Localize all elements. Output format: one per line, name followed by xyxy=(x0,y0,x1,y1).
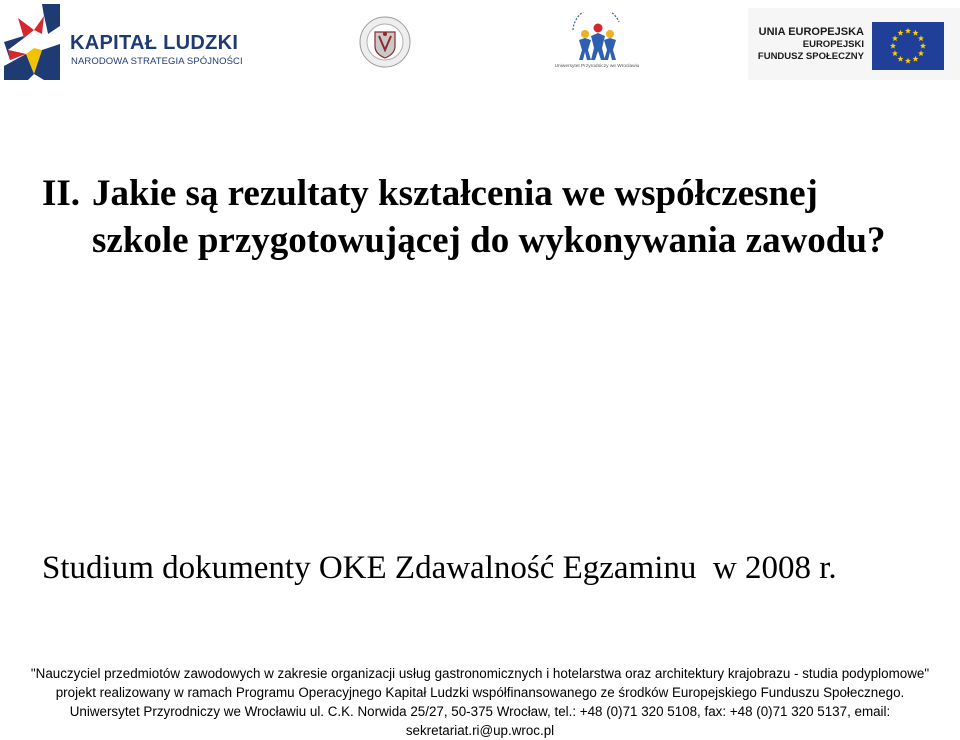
eu-social-fund-logo xyxy=(748,8,960,80)
kapital-ludzki-logo xyxy=(4,4,249,80)
slide-title xyxy=(42,170,942,264)
eu-logo-line3: FUNDUSZ SPOŁECZNY xyxy=(757,51,864,62)
nauczyciel-project-logo xyxy=(553,12,641,74)
university-seal-icon xyxy=(359,16,411,68)
footer-line1: "Nauczyciel przedmiotów zawodowych w zakresie organizacji usług gastronomicznych i hotelarstwa oraz architektury krajobrazu - studia podyplomowe" xyxy=(30,666,930,681)
project-footer xyxy=(0,664,960,740)
eu-logo-line1: UNIA EUROPEJSKA xyxy=(758,26,864,38)
nauczyciel-figures-icon xyxy=(553,12,641,64)
footer-line3: Uniwersytet Przyrodniczy we Wrocławiu ul. C.K. Norwida 25/27, 50-375 Wrocław, tel.: +48 (0)71 320 5108, fax: +48 (0)71 320 5137, email: xyxy=(69,704,891,719)
slide-title-number: II. xyxy=(42,173,81,214)
kapital-ludzki-title: KAPITAŁ LUDZKI xyxy=(70,32,239,54)
logo-header xyxy=(0,0,960,90)
footer-line4: sekretariat.ri@up.wroc.pl xyxy=(405,723,555,738)
slide-title-line1: Jakie są rezultaty kształcenia we współczesnej xyxy=(92,173,818,214)
eu-logo-text xyxy=(758,26,864,63)
nauczyciel-logo-caption: Uniwersytet Przyrodniczy we Wrocławiu xyxy=(554,64,640,69)
kapital-ludzki-subtitle: NARODOWA STRATEGIA SPÓJNOŚCI xyxy=(71,56,243,67)
eu-logo-line2: EUROPEJSKI xyxy=(802,39,864,50)
eu-flag-icon xyxy=(872,22,944,70)
slide-title-line2: szkole przygotowującej do wykonywania zawodu? xyxy=(92,220,886,261)
slide-body-text: Studium dokumenty OKE Zdawalność Egzaminu w 2008 r. xyxy=(42,550,837,586)
footer-line2: projekt realizowany w ramach Programu Operacyjnego Kapitał Ludzki współfinansowanego ze środków Europejskiego Funduszu Społecznego. xyxy=(55,685,905,700)
kapital-ludzki-star-icon xyxy=(4,4,60,80)
